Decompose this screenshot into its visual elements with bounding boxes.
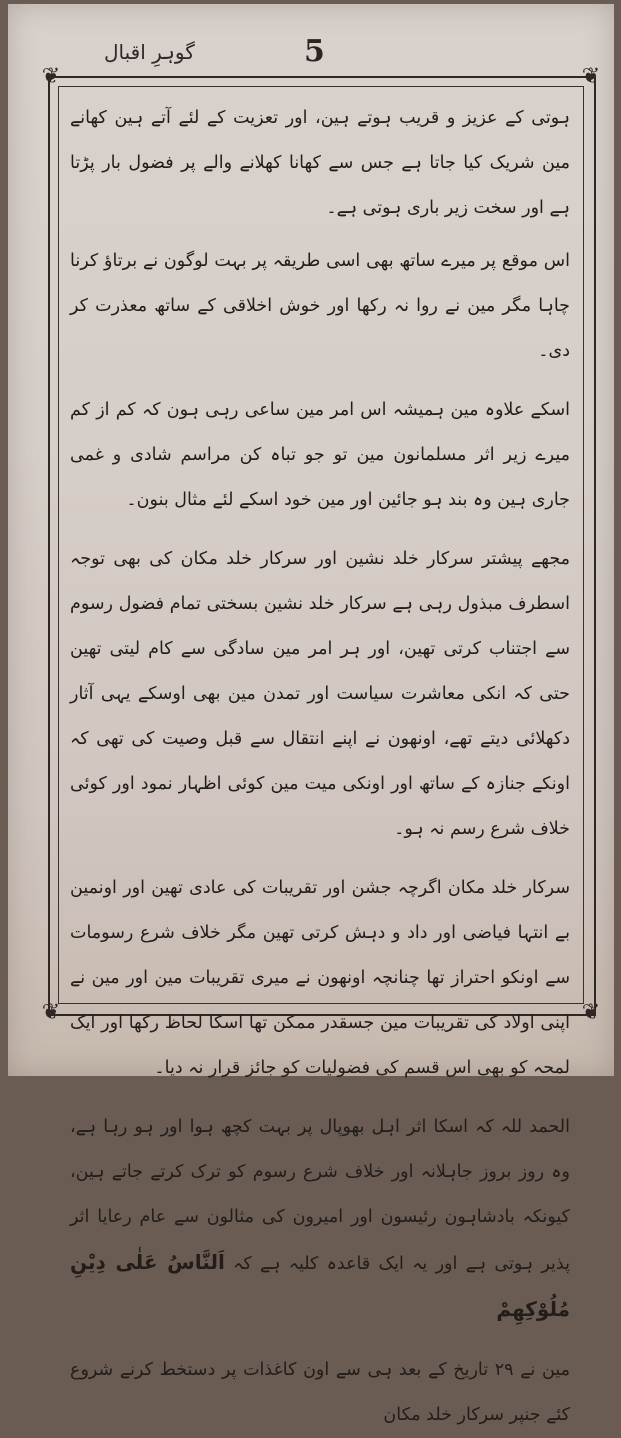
arabic-quote: اَلنَّاسُ عَلٰی دِیْنِ مُلُوْکِھِمْ xyxy=(70,1250,570,1321)
page-body-text xyxy=(70,96,570,1425)
floral-corner-ornament-icon: ❦ xyxy=(41,1000,61,1025)
paragraph-with-quote xyxy=(70,1105,570,1334)
page-number: 5 xyxy=(304,34,325,69)
floral-corner-ornament-icon: ❦ xyxy=(581,1000,601,1025)
floral-corner-ornament-icon: ❦ xyxy=(41,64,61,89)
floral-corner-ornament-icon: ❦ xyxy=(581,64,601,89)
last-line: مین نے ۲۹ تاریخ کے بعد ہی سے اون کاغذات پر دستخط کرنے شروع کئے جنپر سرکار خلد مکان xyxy=(70,1360,570,1425)
paragraph-text: الحمد للہ کہ اسکا اثر اہل بھوپال پر بہت کچھ ہوا اور ہو رہا ہے، وہ روز بروز جاہلانہ اور خلاف شرع رسوم کو ترک کرتے جاتے ہین، کیونکہ بادشاہون رئیسون اور امیرون کی مثالون سے عام رعایا اثر پذیر ہوتی ہے اور یہ ایک قاعدہ کلیہ ہے کہ xyxy=(70,1117,570,1274)
paragraph: ہوتی کے عزیز و قریب ہوتے ہین، اور تعزیت کے لئے آتے ہین کھانے مین شریک کیا جاتا ہے جس سے کھانا کھلانے والے پر فضول بار پڑتا ہے اور سخت زیر باری ہوتی ہے۔ xyxy=(70,108,570,218)
paragraph: مجھے پیشتر سرکار خلد نشین اور سرکار خلد مکان کی بھی توجہ اسطرف مبذول رہی ہے سرکار خلد نشین بسختی تمام فضول رسوم سے اجتناب کرتی تھین، اور ہر امر مین سادگی سے کام لیتی تھین حتی کہ انکی معاشرت سیاست اور تمدن مین بھی اوسکے یہی آثار دکھلائی دیتے تھے، اونھون نے اپنے انتقال سے قبل وصیت کی تھی کہ اونکے جنازہ کے ساتھ اور اونکی میت مین کوئی اظہار نمود اور کوئی خلاف شرع رسم نہ ہو۔ xyxy=(70,549,570,839)
book-page xyxy=(8,4,614,1425)
paragraph: اس موقع پر میرے ساتھ بھی اسی طریقہ پر بہت لوگون نے برتاؤ کرنا چاہا مگر مین نے روا نہ رکھا اور خوش اخلاقی کے ساتھ معذرت کر دی۔ xyxy=(70,251,570,361)
paragraph: سرکار خلد مکان اگرچہ جشن اور تقریبات کی عادی تھین اور اونمین بے انتہا فیاضی اور داد و دہش کرتی تھین مگر خلاف شرع رسومات سے اونکو احتراز تھا چنانچہ اونھون نے میری تقریبات مین اور مین نے اپنی اولاد کی تقریبات مین جسقدر ممکن تھا اسکا لحاظ رکھا اور ایک لمحہ کو بھی اس قسم کی فضولیات کو جائز قرار نہ دیا۔ xyxy=(70,878,570,1078)
paragraph: اسکے علاوہ مین ہمیشہ اس امر مین ساعی رہی ہون کہ کم از کم میرے زیر اثر مسلمانون مین تو جو تباہ کن مراسم شادی و غمی جاری ہین وہ بند ہو جائین اور مین خود اسکے لئے مثال بنون۔ xyxy=(70,400,570,510)
running-title: گوہرِ اقبال xyxy=(104,40,195,64)
page-header xyxy=(8,32,614,72)
